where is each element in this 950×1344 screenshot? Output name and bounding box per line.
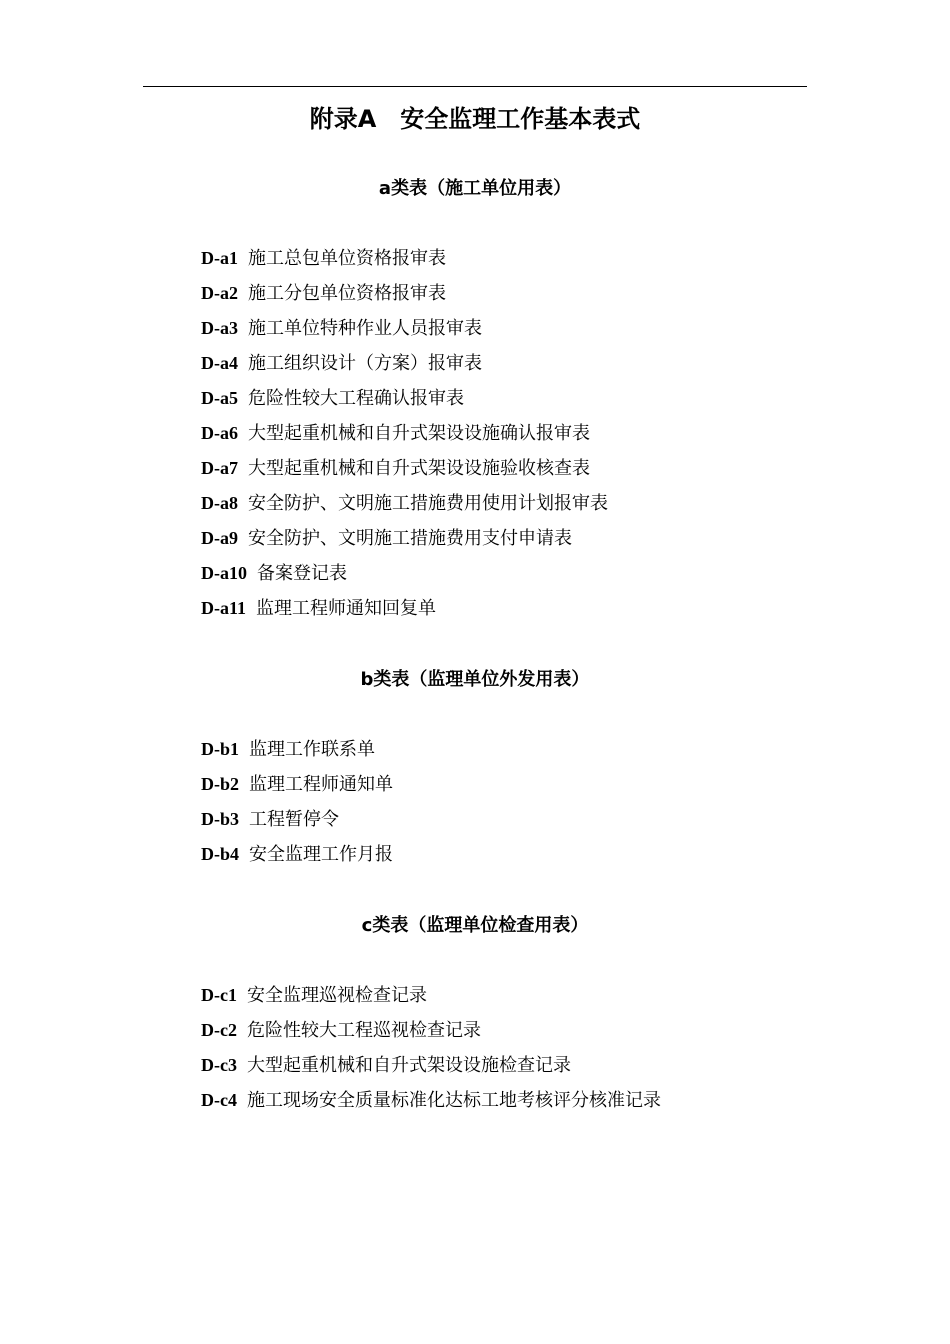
- section-heading-a: a类表（施工单位用表）: [378, 178, 572, 199]
- list-item: [201, 486, 608, 521]
- form-name: 施工总包单位资格报审表: [248, 248, 446, 269]
- form-code: D-a5: [201, 388, 238, 408]
- form-name: 施工现场安全质量标准化达标工地考核评分核准记录: [246, 1090, 661, 1111]
- list-item: [201, 837, 393, 872]
- document-title: 附录A 安全监理工作基本表式: [309, 105, 641, 133]
- form-code: D-a1: [201, 248, 238, 268]
- form-code: D-c3: [201, 1055, 237, 1075]
- form-name: 施工组织设计（方案）报审表: [248, 353, 482, 374]
- form-name: 备案登记表: [257, 563, 347, 584]
- list-item: [201, 802, 393, 837]
- list-item: [201, 1083, 661, 1118]
- list-item: [201, 416, 608, 451]
- form-name: 监理工程师通知单: [249, 774, 394, 795]
- list-item: [201, 276, 608, 311]
- list-item: [201, 521, 608, 556]
- list-item: [201, 311, 608, 346]
- form-code: D-a6: [201, 423, 238, 443]
- form-code: D-a9: [201, 528, 238, 548]
- form-code: D-a10: [201, 563, 247, 583]
- form-list-a: [201, 241, 608, 626]
- form-code: D-c2: [201, 1020, 237, 1040]
- section-heading-c: c类表（监理单位检查用表）: [361, 915, 589, 936]
- list-item: [201, 1013, 661, 1048]
- form-name: 危险性较大工程确认报审表: [248, 388, 464, 409]
- list-item: [201, 556, 608, 591]
- form-code: D-b2: [201, 774, 240, 794]
- form-code: D-a8: [201, 493, 238, 513]
- list-item: [201, 591, 608, 626]
- form-name: 监理工程师通知回复单: [256, 598, 436, 619]
- form-code: D-b1: [201, 739, 240, 759]
- list-item: [201, 451, 608, 486]
- list-item: [201, 978, 661, 1013]
- form-code: D-a3: [201, 318, 238, 338]
- form-name: 工程暂停令: [249, 809, 340, 830]
- header-rule: [143, 86, 807, 87]
- form-name: 施工单位特种作业人员报审表: [248, 318, 482, 339]
- form-name: 大型起重机械和自升式架设设施验收核查表: [248, 458, 590, 479]
- form-name: 施工分包单位资格报审表: [248, 283, 446, 304]
- list-item: [201, 767, 393, 802]
- form-list-c: [201, 978, 661, 1118]
- form-name: 大型起重机械和自升式架设设施确认报审表: [248, 423, 590, 444]
- section-heading-b: b类表（监理单位外发用表）: [360, 669, 590, 690]
- form-name: 安全防护、文明施工措施费用支付申请表: [248, 528, 572, 549]
- form-code: D-c4: [201, 1090, 237, 1110]
- form-code: D-a2: [201, 283, 238, 303]
- list-item: [201, 241, 608, 276]
- form-name: 危险性较大工程巡视检查记录: [246, 1020, 481, 1041]
- form-name: 安全监理工作月报: [249, 844, 394, 865]
- form-name: 监理工作联系单: [249, 739, 376, 760]
- form-name: 安全监理巡视检查记录: [246, 985, 427, 1006]
- form-code: D-b4: [201, 844, 240, 864]
- list-item: [201, 732, 393, 767]
- form-name: 大型起重机械和自升式架设设施检查记录: [246, 1055, 571, 1076]
- list-item: [201, 346, 608, 381]
- list-item: [201, 1048, 661, 1083]
- form-list-b: [201, 732, 393, 872]
- form-code: D-a7: [201, 458, 238, 478]
- form-code: D-b3: [201, 809, 240, 829]
- list-item: [201, 381, 608, 416]
- form-code: D-a4: [201, 353, 238, 373]
- form-name: 安全防护、文明施工措施费用使用计划报审表: [248, 493, 608, 514]
- form-code: D-c1: [201, 985, 237, 1005]
- form-code: D-a11: [201, 598, 246, 618]
